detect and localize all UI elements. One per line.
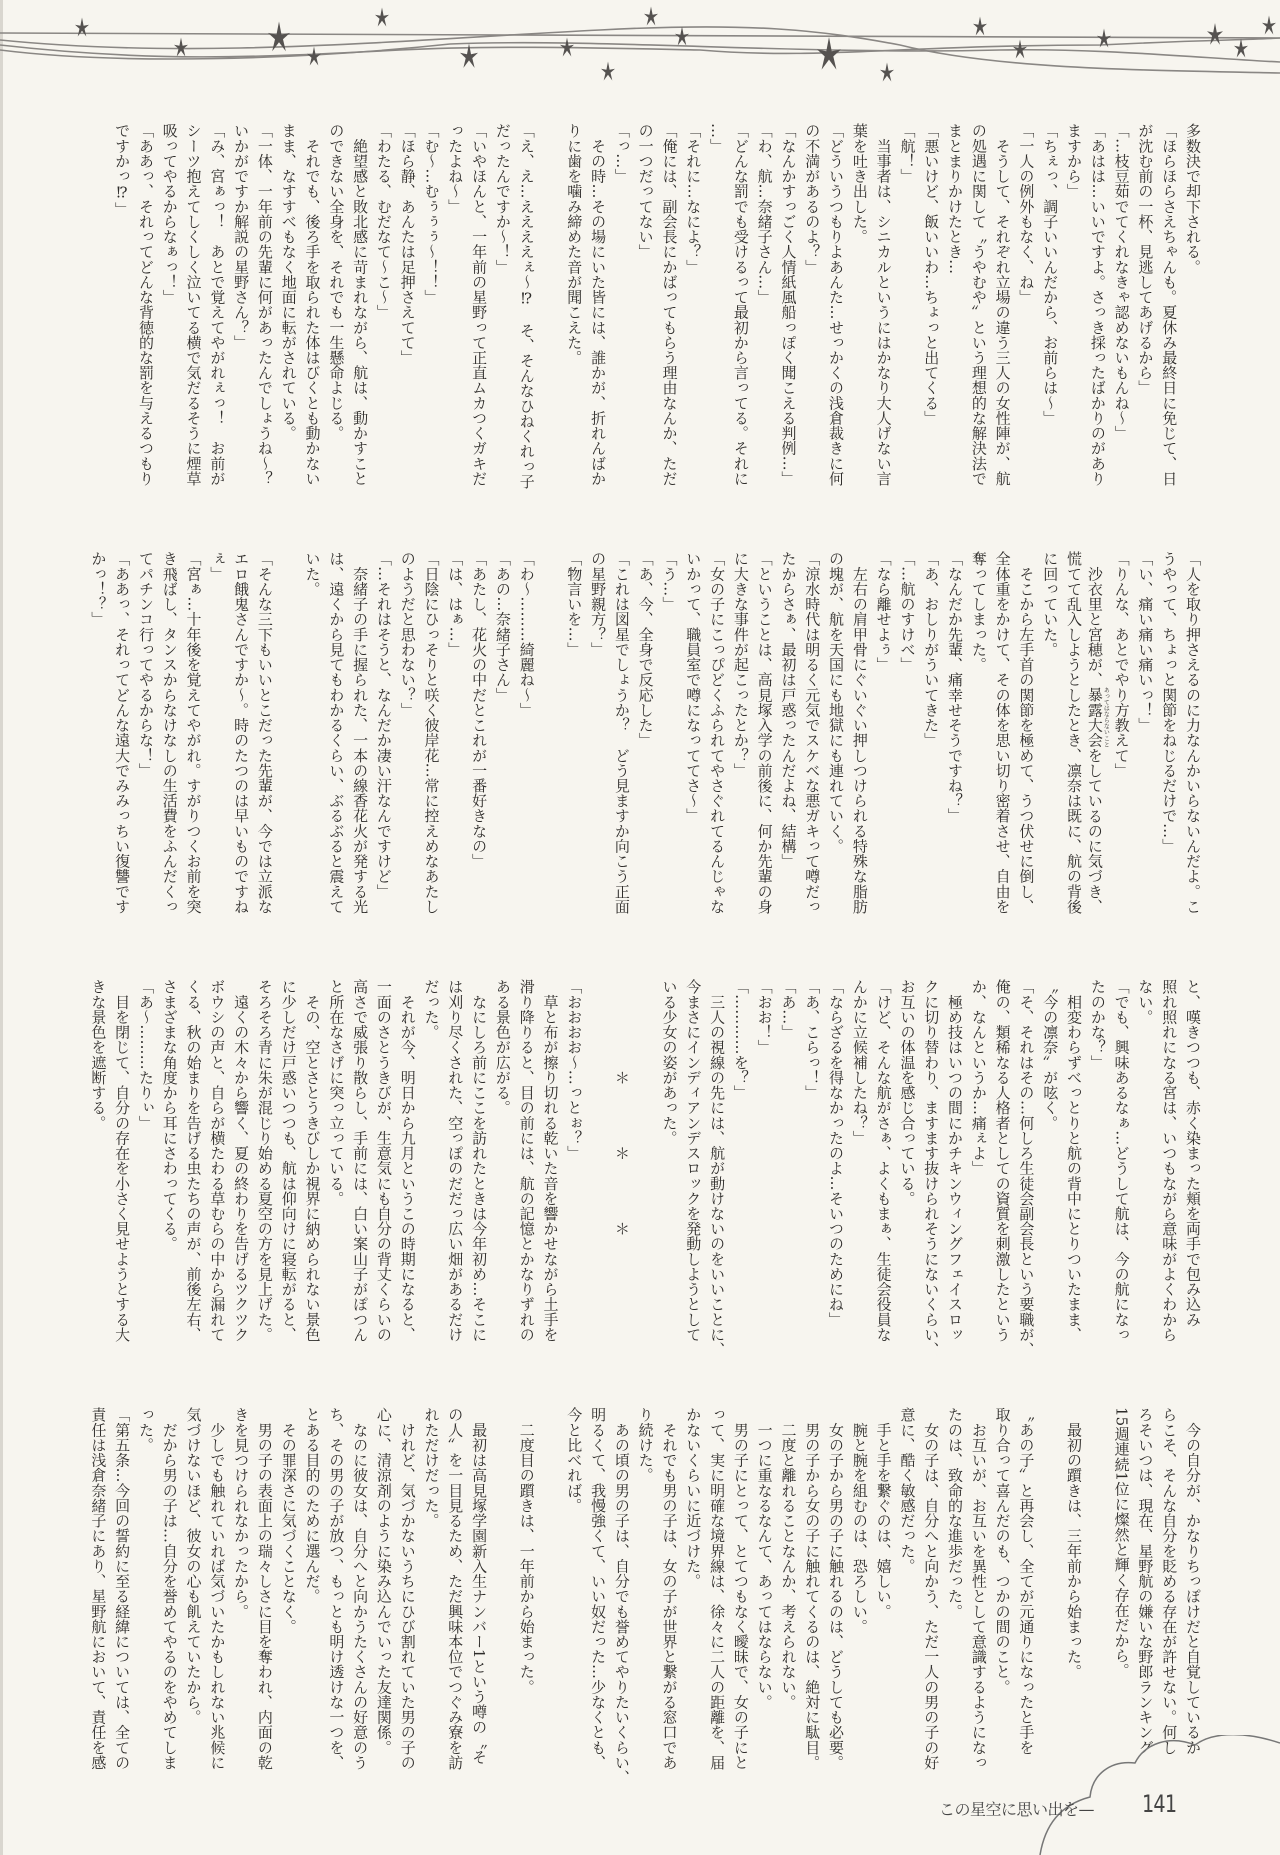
- text-line: かっ！？」: [89, 551, 108, 627]
- text-line: 「涼水時代は明るく元気でスケベな悪ガキって噂だっ: [803, 551, 822, 914]
- text-line: 「あ～………たりぃ」: [136, 979, 155, 1131]
- text-tier-1: [85, 123, 1204, 489]
- text-line: お互いが、お互いを異性として意識するようになっ: [969, 1407, 988, 1770]
- text-line: き飛ばし、タンスからなけなしの生活費をふんだくっ: [160, 551, 179, 914]
- text-line: てパチンコ行ってやるからな！」: [136, 551, 155, 778]
- blank-line: [633, 979, 657, 1345]
- page-number: 141: [1142, 1790, 1177, 1818]
- text-line: たからさぁ、最初は戸惑ったんだよね、結構」: [779, 551, 798, 869]
- blank-line: [1037, 1407, 1061, 1773]
- text-line: いる少女の姿があった。: [660, 979, 679, 1146]
- text-line: 「でも、興味あるなぁ…どうして航は、今の航になっ: [1112, 979, 1131, 1342]
- text-line: の一つだってない」: [636, 123, 655, 260]
- text-line: 「けど、そんな航がさぁ、よくもまぁ、生徒会役員な: [874, 979, 893, 1342]
- ruby-reading: あってはならないこと: [1102, 687, 1110, 748]
- text-line: 「ほら静、あんたは足押さえてて」: [398, 123, 417, 365]
- text-line: シーツ抱えてしくしく泣いてる横で気だるそうに煙草: [184, 123, 203, 486]
- text-line: 「女の子にこっぴどくふられてやさぐれてるんじゃな: [708, 551, 727, 914]
- text-line: 「これは図星でしょうか？ どう見ますか向こう正面: [612, 551, 631, 914]
- text-line: 当事者は、シニカルというにはかなり大人げない言: [874, 123, 893, 486]
- blank-line: [538, 123, 562, 489]
- text-line: のできない全身を、それでも一生懸命よじる。: [327, 123, 346, 441]
- text-line: って、実に明確な境界線は、徐々に二人の距離を、届: [708, 1407, 727, 1770]
- text-line: かないくらいに近づけた。: [684, 1407, 703, 1589]
- text-line: 手と手を繋ぐのは、嬉しい。: [874, 1407, 893, 1619]
- star-garland-decoration: [0, 0, 1280, 100]
- text-line: 「一人の例外もなく、ね」: [1017, 123, 1036, 305]
- text-line: いかって、職員室で噂になっててさ～」: [684, 551, 703, 824]
- text-line: 「航！」: [898, 123, 917, 184]
- text-line: 「…航のすけべ」: [898, 551, 917, 672]
- text-line: 「ああっ、それってどんな遠大でみみっちい復讐です: [113, 551, 132, 914]
- text-line: の星野親方？」: [589, 551, 608, 657]
- text-line: 一つに重なるなんて、あってはならない。: [755, 1407, 774, 1710]
- text-line: 「み、宮ぁっ！ あとで覚えてやがれぇっ！ お前が: [208, 123, 227, 486]
- text-line: ぇ」: [208, 551, 227, 582]
- text-line: が沈む前の一杯、見逃してあげるから」: [1136, 123, 1155, 396]
- text-line: 「それに…なによ？」: [684, 123, 703, 275]
- text-line: 「物言いを…」: [565, 551, 584, 657]
- text-line: り続けた。: [636, 1407, 655, 1483]
- text-line: 男の子から女の子に触れてくるのは、絶対に駄目。: [803, 1407, 822, 1770]
- text-line: そうして、それぞれ立場の違う三人の女性陣が、航: [993, 123, 1012, 486]
- text-line: 遠くの木々から響く、夏の終わりを告げるツクツク: [232, 979, 251, 1342]
- text-line: たのかな？」: [1088, 979, 1107, 1070]
- text-line: の人〟を一目見るため、ただ興味本位でつぐみ寮を訪: [446, 1407, 465, 1770]
- text-line: それが今、明日から九月というこの時期になると、: [398, 979, 417, 1342]
- blank-line: [538, 551, 562, 917]
- blank-line: [585, 979, 609, 1345]
- text-line: 今と比べれば。: [565, 1407, 584, 1513]
- text-line: そこから左手首の関節を極めて、うつ伏せに倒し、: [1017, 551, 1036, 914]
- star-icon: [601, 62, 615, 81]
- text-line: 「い、痛い痛い痛いっ！」: [1136, 551, 1155, 733]
- running-footer-title: この星空に思い出を—: [939, 1800, 1095, 1819]
- text-line: まとまりかけたとき…: [946, 123, 965, 275]
- text-line: 「…………を？」: [731, 979, 750, 1100]
- text-line: あの頃の男の子は、自分でも誉めてやりたいくらい、: [612, 1407, 631, 1785]
- text-line: 「あ、今、全身で反応した」: [636, 551, 655, 748]
- ruby-annotated-word: [1085, 687, 1110, 748]
- text-line: ろそいつは、現在、星野航の嫌いな野郎ランキング: [1136, 1407, 1155, 1755]
- text-line: 〝あの子〟と再会し、全てが元通りになったと手を: [1017, 1407, 1036, 1755]
- text-line: 少しでも触れていれば気づいたかもしれない兆候に: [208, 1407, 227, 1770]
- text-line: ＊ ＊ ＊: [612, 979, 631, 1237]
- text-line: 目を閉じて、自分の存在を小さく見せようとする大: [113, 979, 132, 1342]
- text-line: 「む～…むぅぅぅ～！！」: [422, 123, 441, 305]
- text-line: りに歯を噛み締めた音が聞こえた。: [565, 123, 584, 365]
- text-line: の塊が、航を天国にも地獄にも連れていく。: [827, 551, 846, 854]
- text-line: 草と布が擦り切れる乾いた音を響かせながら土手を: [541, 979, 560, 1342]
- text-line: 意に、酷く敏感だった。: [898, 1407, 917, 1574]
- text-line: れただけだった。: [422, 1407, 441, 1528]
- text-line: 「あたし、花火の中だとこれが一番好きなの」: [470, 551, 489, 869]
- star-icon: [880, 63, 894, 82]
- text-line: ボウシの声と、自らが横たわる草むらの中から漏れて: [208, 979, 227, 1342]
- text-line: 「悪いけど、飯いいわ…ちょっと出てくる」: [922, 123, 941, 426]
- text-line: 「どんな罰でも受けるって最初から言ってる。それに: [731, 123, 750, 486]
- text-line: 「…それはそうと、なんだか凄い汗なんですけど」: [374, 551, 393, 899]
- text-line: 二度目の躓きは、一年前から始まった。: [517, 1407, 536, 1695]
- text-line: んかに立候補したね？」: [850, 979, 869, 1146]
- text-line: 葉を吐き出した。: [850, 123, 869, 244]
- text-line: 「おおおお～…っとぉ？」: [565, 979, 584, 1161]
- text-line: たのは、致命的な進歩だった。: [946, 1407, 965, 1619]
- text-line: 「なんかすっごく人情紙風船っぽく聞こえる判例…」: [779, 123, 798, 486]
- text-line: お互いの体温を感じ合っている。: [898, 979, 917, 1206]
- text-line: 明るくて、我慢強くて、いい奴だった…少なくとも、: [589, 1407, 608, 1770]
- text-line: 気づけないほど、彼女の心も飢えていたから。: [184, 1407, 203, 1725]
- text-line: 俺の、類稀なる人格者としての資質を刺激したという: [993, 979, 1012, 1342]
- text-line: 絶望感と敗北感に苛まれながら、航は、動かすこと: [351, 123, 370, 486]
- text-line: …」: [708, 123, 727, 154]
- text-line: 取り合って喜んだのも、つかの間のこと。: [993, 1407, 1012, 1695]
- text-line: 「そんな三下もいいとこだった先輩が、今では立派な: [255, 551, 274, 914]
- text-tier-2: [85, 551, 1204, 917]
- star-icon: [973, 17, 987, 36]
- star-icon: [1262, 16, 1276, 35]
- text-line: 相変わらずべっとりと航の背中にとりついたまま、: [1065, 979, 1084, 1342]
- text-line: 高さで威張り散らし、手前には、白い案山子がぽつん: [351, 979, 370, 1342]
- text-line: 滑り降りると、目の前には、航の記憶とかなりずれの: [517, 979, 536, 1342]
- text-line: とある目的のために選んだ。: [303, 1407, 322, 1604]
- text-line: さまざまな角度から耳にさわってくる。: [160, 979, 179, 1252]
- text-line: 二度と離れることなんか、考えられない。: [779, 1407, 798, 1710]
- text-line: 「宮ぁ…十年後を覚えてやがれ。すがりつくお前を突: [184, 551, 203, 914]
- text-line: 「わ、航…奈緒子さん…」: [755, 123, 774, 305]
- text-line: の処遇に関して〝うやむや〟という理想的な解決法で: [969, 123, 988, 486]
- text-line: 多数決で却下される。: [1184, 123, 1202, 275]
- text-line: 「あ、おしりがういてきた」: [922, 551, 941, 748]
- text-line: 「あの…奈緒子さん」: [493, 551, 512, 703]
- text-line: 「どういうつもりよあんた…せっかくの浅倉裁きに何: [827, 123, 846, 486]
- text-line: は、遠くから見てもわかるくらい、ぶるぶると震えて: [327, 551, 346, 914]
- text-line: いかがですか解説の星野さん？」: [232, 123, 251, 350]
- text-line: 「ならざるを得なかったのよ…そいつのためにね」: [827, 979, 846, 1327]
- text-line: 「わ～………綺麗ね～」: [517, 551, 536, 718]
- text-tier-3: [85, 979, 1204, 1357]
- star-icon: [174, 38, 188, 57]
- text-line: 三人の視線の先には、航が動けないのをいいことに、: [708, 979, 727, 1357]
- star-icon: [644, 7, 658, 26]
- text-line: 「第五条…今回の誓約に至る経緯については、全ての: [113, 1407, 132, 1770]
- text-line: 全体重をかけて、その体を思い切り密着させ、自由を: [993, 551, 1012, 914]
- text-line: 「っ…」: [612, 123, 631, 184]
- text-line: その、空とさとうきびしか視界に納められない景色: [303, 979, 322, 1342]
- ruby-base: 暴露大会: [1085, 687, 1104, 748]
- text-line: まま、なすすべもなく地面に転がされている。: [279, 123, 298, 441]
- text-line: 一面のさとうきびが、生意気にも自分の背丈くらいの: [374, 979, 393, 1342]
- text-line: のようだと思わない？」: [398, 551, 417, 718]
- text-line: 責任は浅倉奈緒子にあり、星野航において、責任を感: [89, 1407, 108, 1770]
- blank-line: [276, 551, 300, 917]
- text-line: 今まさにインディアンデスロックを発動しようとして: [684, 979, 703, 1342]
- text-line: 「なら離せよぅ」: [874, 551, 893, 672]
- text-line: 照れ照れになる宮は、いつもながら意味がよくわから: [1160, 979, 1179, 1342]
- text-line: は刈り尽くされた、空っぽのだだっ広い畑があるだけ: [446, 979, 465, 1342]
- text-line: きな景色を遮断する。: [89, 979, 108, 1131]
- text-line: に少しだけ戸惑いつつも、航は仰向けに寝転がると、: [279, 979, 298, 1342]
- star-icon: [375, 8, 389, 27]
- text-line: ある景色が広がる。: [493, 979, 512, 1116]
- text-line: 「俺には、副会長にかばってもらう理由なんか、ただ: [660, 123, 679, 486]
- text-line: だったんですか～！」: [493, 123, 512, 275]
- text-line: に大きな事件が起こったとか？」: [731, 551, 750, 778]
- text-line: きを見つけられなかったから。: [232, 1407, 251, 1619]
- text-line: うやって、ちょっと関節をねじるだけで…」: [1160, 551, 1179, 854]
- text-line: 最初の躓きは、三年前から始まった。: [1065, 1407, 1084, 1680]
- star-icon: [1207, 23, 1223, 45]
- text-line: 「そ、それはその…何しろ生徒会副会長という要職が、: [1017, 979, 1036, 1357]
- text-line: 「おお！」: [755, 979, 774, 1055]
- text-line: った。: [136, 1407, 155, 1453]
- text-line: ですかっ⁉」: [113, 123, 132, 217]
- text-line: 心に、清涼剤のように染み込んでいった友達関係。: [374, 1407, 393, 1755]
- text-line: 「…枝豆茹でてくれなきゃ認めないもんね～」: [1112, 123, 1131, 441]
- text-line: ない。: [1136, 979, 1155, 1025]
- text-line: らこそ、そんな自分を貶める存在が許せない。何し: [1160, 1407, 1179, 1755]
- text-line: くる、秋の始まりを告げる虫たちの声が、前後左右、: [184, 979, 203, 1342]
- text-line: けれど、気づかないうちにひび割れていた男の子の: [398, 1407, 417, 1770]
- text-line: 「あ、こらっ！」: [803, 979, 822, 1100]
- text-line: [1085, 551, 1109, 917]
- text-line: そろそろ青に朱が混じり始める夏空の方を見上げた。: [255, 979, 274, 1342]
- text-line: それでも男の子は、女の子が世界と繋がる窓口であ: [660, 1407, 679, 1770]
- text-line: 「あはは…いいですよ。さっき採ったばかりのがあり: [1088, 123, 1107, 486]
- text-line: の不満があるのよ？」: [803, 123, 822, 275]
- text-line: いた。: [303, 551, 322, 597]
- text-line: と所在なさげに突っ立っている。: [327, 979, 346, 1206]
- text-line: 「ああっ、それってどんな背徳的な罰を与えるつもり: [136, 123, 155, 486]
- text-line: 「わたる、むだなて～こ～」: [374, 123, 393, 320]
- text-line: 「う…」: [660, 551, 679, 612]
- text-line: 「は、はぁ…」: [446, 551, 465, 657]
- text-line: 奪ってしまった。: [969, 551, 988, 672]
- text-line: それでも、後ろ手を取られた体はびくとも動かない: [303, 123, 322, 486]
- text-segment: をしているのに気づき、: [1085, 747, 1104, 914]
- text-line: 「人を取り押さえるのに力なんかいらないんだよ。こ: [1184, 551, 1202, 914]
- blank-line: [490, 1407, 514, 1773]
- text-line: 15週連続1位に燦然と輝く存在だから。: [1112, 1407, 1131, 1678]
- text-line: 「あ…」: [779, 979, 798, 1040]
- text-tier-4: [85, 1407, 1204, 1785]
- text-line: 女の子は、自分へと向かう、ただ一人の男の子の好: [922, 1407, 941, 1770]
- text-line: なのに彼女は、自分へと向かうたくさんの好意のう: [351, 1407, 370, 1770]
- page-binding-edge: [0, 0, 3, 1855]
- star-icon: [1234, 39, 1248, 58]
- text-line: 「一体、一年前の先輩に何があったんでしょうね～？: [255, 123, 274, 486]
- text-line: だった。: [422, 979, 441, 1040]
- text-line: に回っていた。: [1041, 551, 1060, 657]
- blank-line: [538, 1407, 562, 1773]
- text-line: だから男の子は…自分を誉めてやるのをやめてしま: [160, 1407, 179, 1770]
- text-line: 男の子にとって、とてつもなく曖昧で、女の子にと: [731, 1407, 750, 1770]
- text-line: クに切り替わり、ますます抜けられそうにないくらい、: [922, 979, 941, 1357]
- text-line: 〝今の凛奈〟が呟く。: [1041, 979, 1060, 1131]
- text-line: 腕と腕を組むのは、恐ろしい。: [850, 1407, 869, 1634]
- text-line: 吸ってやるからなぁっ！」: [160, 123, 179, 305]
- text-line: 最初は高見塚学園新入生ナンバー1という噂の〝そ: [470, 1407, 489, 1765]
- text-line: 今の自分が、かなりちっぽけだと自覚しているか: [1184, 1407, 1202, 1755]
- text-line: 「ほらほらさえちゃんも。夏休み最終日に免じて、日: [1160, 123, 1179, 486]
- text-line: ち、その男の子が放つ、もっとも明け透けな一つを、: [327, 1407, 346, 1770]
- blank-line: [1085, 1407, 1109, 1773]
- text-line: ますから」: [1065, 123, 1084, 199]
- text-line: 極め技はいつの間にかチキンウィングフェイスロッ: [946, 979, 965, 1342]
- text-line: と、嘆きつつも、赤く染まった頬を両手で包み込み: [1184, 979, 1202, 1327]
- text-line: 左右の肩甲骨にぐいぐい押しつけられる特殊な脂肪: [850, 551, 869, 914]
- text-line: 奈緒子の手に握られた、一本の線香花火が発する光: [351, 551, 370, 914]
- text-line: 慌てて乱入しようとしたとき、凛奈は既に、航の背後: [1065, 551, 1084, 914]
- text-line: 女の子から男の子に触れるのは、どうしても必要。: [827, 1407, 846, 1770]
- text-line: ったよね～」: [446, 123, 465, 214]
- text-line: その罪深さに気づくことなく。: [279, 1407, 298, 1634]
- text-line: 「いやほんと、一年前の星野って正直ムカつくガキだ: [470, 123, 489, 486]
- text-line: か、なんというか…痛ぇよ」: [969, 979, 988, 1176]
- text-line: 「ということは、高見塚入学の前後に、何か先輩の身: [755, 551, 774, 914]
- text-line: エロ餓鬼さんですか～。時のたつのは早いものですね: [232, 551, 251, 914]
- text-line: 「りんな、あとでやり方教えて」: [1112, 551, 1131, 778]
- text-line: 男の子の表面上の瑞々しさに目を奪われ、内面の乾: [255, 1407, 274, 1770]
- text-line: その時…その場にいた皆には、誰かが、折れんばか: [589, 123, 608, 486]
- text-line: 「日陰にひっそりと咲く彼岸花…常に控えめなあたし: [422, 551, 441, 914]
- text-segment: 沙衣里と宮穂が、: [1085, 551, 1104, 688]
- text-line: 「なんだか先輩、痛幸せそうですね？」: [946, 551, 965, 824]
- text-line: 「ちぇっ、調子いいんだから、お前らは～」: [1041, 123, 1060, 426]
- text-line: なにしろ前にここを訪れたときは今年初め…そこに: [470, 979, 489, 1342]
- text-line: 「え、え…ええええぇ～⁉ そ、そんなひねくれっ子: [517, 123, 536, 489]
